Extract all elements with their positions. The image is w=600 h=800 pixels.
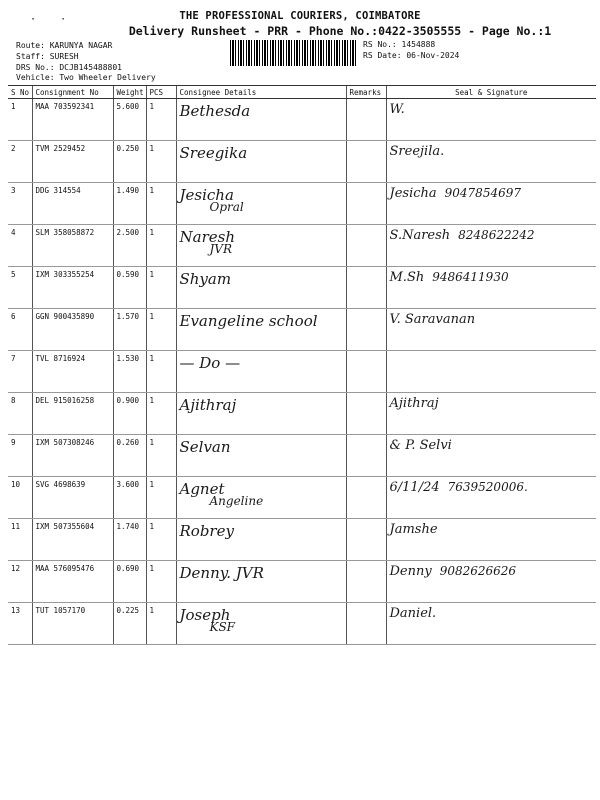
col-header-consignment: Consignment No <box>32 86 113 99</box>
consignee-handwriting-cell <box>176 393 346 435</box>
serial-number-cell: 7 <box>8 351 32 393</box>
weight-cell: 5.600 <box>113 99 146 141</box>
col-header-remarks: Remarks <box>346 86 386 99</box>
consignee-name: Sreegika <box>179 144 248 162</box>
signature-cell <box>386 603 596 645</box>
table-row <box>8 561 596 603</box>
signature-cell <box>386 351 596 393</box>
consignee-name: Robrey <box>179 522 234 540</box>
signature-cell <box>386 141 596 183</box>
table-row <box>8 477 596 519</box>
signature: Jesicha <box>389 186 437 201</box>
table-row <box>8 141 596 183</box>
table-row <box>8 519 596 561</box>
signature-cell <box>386 561 596 603</box>
vehicle-label: Vehicle: Two Wheeler Delivery <box>16 73 156 82</box>
signature-cell <box>386 267 596 309</box>
pcs-cell: 1 <box>146 477 176 519</box>
col-header-pcs: PCS <box>146 86 176 99</box>
consignee-name-line2: KSF <box>209 620 236 634</box>
pcs-cell: 1 <box>146 519 176 561</box>
consignment-number-cell: MAA 576095476 <box>32 561 113 603</box>
pcs-cell: 1 <box>146 393 176 435</box>
pcs-cell: 1 <box>146 267 176 309</box>
consignee-handwriting-cell <box>176 519 346 561</box>
consignee-handwriting-cell <box>176 435 346 477</box>
table-row <box>8 183 596 225</box>
consignee-handwriting-cell <box>176 183 346 225</box>
weight-cell: 1.570 <box>113 309 146 351</box>
consignee-handwriting-cell <box>176 603 346 645</box>
rs-date: RS Date: 06-Nov-2024 <box>363 51 460 60</box>
scan-marks: · · <box>30 14 67 25</box>
signature-cell <box>386 435 596 477</box>
pcs-cell: 1 <box>146 99 176 141</box>
serial-number-cell: 2 <box>8 141 32 183</box>
table-row <box>8 267 596 309</box>
pcs-cell: 1 <box>146 561 176 603</box>
weight-cell: 1.530 <box>113 351 146 393</box>
serial-number-cell: 13 <box>8 603 32 645</box>
weight-cell: 2.500 <box>113 225 146 267</box>
remarks-cell <box>346 351 386 393</box>
signature: W. <box>389 102 405 117</box>
remarks-cell <box>346 393 386 435</box>
signature-cell <box>386 225 596 267</box>
consignee-name: Ajithraj <box>179 396 237 414</box>
signature-cell <box>386 519 596 561</box>
consignee-name: Jesicha <box>179 186 234 204</box>
remarks-cell <box>346 477 386 519</box>
staff-label: Staff: SURESH <box>16 52 79 61</box>
consignment-number-cell: DEL 915016258 <box>32 393 113 435</box>
consignee-name: Denny. JVR <box>179 564 264 582</box>
signature: Ajithraj <box>389 396 439 411</box>
table-row <box>8 309 596 351</box>
consignee-handwriting-cell <box>176 309 346 351</box>
remarks-cell <box>346 99 386 141</box>
consignee-name: Evangeline school <box>179 312 318 330</box>
weight-cell: 0.260 <box>113 435 146 477</box>
consignment-number-cell: DDG 314554 <box>32 183 113 225</box>
signature: V. Saravanan <box>389 312 476 327</box>
handwritten-phone-number: 9047854697 <box>444 186 521 200</box>
signature: 6/11/24 <box>389 480 440 495</box>
consignment-number-cell: SVG 4698639 <box>32 477 113 519</box>
consignment-number-cell: TVM 2529452 <box>32 141 113 183</box>
consignee-name: Agnet <box>179 480 225 498</box>
consignee-name-line2: Opral <box>209 200 244 214</box>
weight-cell: 1.490 <box>113 183 146 225</box>
company-name: THE PROFESSIONAL COURIERS, COIMBATORE <box>179 10 421 22</box>
consignment-number-cell: IXM 507308246 <box>32 435 113 477</box>
remarks-cell <box>346 141 386 183</box>
consignee-handwriting-cell <box>176 225 346 267</box>
consignee-name: Bethesda <box>179 102 251 120</box>
barcode <box>230 40 358 66</box>
table-row <box>8 225 596 267</box>
remarks-cell <box>346 225 386 267</box>
consignee-name: Shyam <box>179 270 232 288</box>
serial-number-cell: 12 <box>8 561 32 603</box>
table-row <box>8 603 596 645</box>
weight-cell: 0.690 <box>113 561 146 603</box>
consignee-name: Naresh <box>179 228 235 246</box>
route-label: Route: KARUNYA NAGAR <box>16 41 113 50</box>
consignment-number-cell: SLM 358058872 <box>32 225 113 267</box>
remarks-cell <box>346 603 386 645</box>
weight-cell: 1.740 <box>113 519 146 561</box>
handwritten-phone-number: 8248622242 <box>458 228 535 242</box>
remarks-cell <box>346 267 386 309</box>
pcs-cell: 1 <box>146 435 176 477</box>
serial-number-cell: 9 <box>8 435 32 477</box>
pcs-cell: 1 <box>146 351 176 393</box>
pcs-cell: 1 <box>146 309 176 351</box>
consignee-name-line2: JVR <box>209 242 233 256</box>
pcs-cell: 1 <box>146 141 176 183</box>
consignment-number-cell: TVL 8716924 <box>32 351 113 393</box>
serial-number-cell: 11 <box>8 519 32 561</box>
consignee-handwriting-cell <box>176 99 346 141</box>
consignee-name: — Do — <box>179 354 241 372</box>
remarks-cell <box>346 519 386 561</box>
table-row <box>8 351 596 393</box>
col-header-signature: Seal & Signature <box>386 86 596 99</box>
consignment-number-cell: IXM 507355604 <box>32 519 113 561</box>
table-header-row <box>8 86 596 99</box>
table-row <box>8 435 596 477</box>
serial-number-cell: 5 <box>8 267 32 309</box>
col-header-consignee: Consignee Details <box>176 86 346 99</box>
serial-number-cell: 3 <box>8 183 32 225</box>
weight-cell: 3.600 <box>113 477 146 519</box>
serial-number-cell: 1 <box>8 99 32 141</box>
serial-number-cell: 8 <box>8 393 32 435</box>
weight-cell: 0.900 <box>113 393 146 435</box>
serial-number-cell: 4 <box>8 225 32 267</box>
signature-cell <box>386 99 596 141</box>
col-header-weight: Weight <box>113 86 146 99</box>
signature-cell <box>386 477 596 519</box>
weight-cell: 0.225 <box>113 603 146 645</box>
remarks-cell <box>346 561 386 603</box>
consignment-number-cell: GGN 900435890 <box>32 309 113 351</box>
pcs-cell: 1 <box>146 603 176 645</box>
signature: M.Sh <box>389 270 425 285</box>
consignee-handwriting-cell <box>176 561 346 603</box>
handwritten-phone-number: 7639520006. <box>447 480 528 494</box>
weight-cell: 0.590 <box>113 267 146 309</box>
serial-number-cell: 10 <box>8 477 32 519</box>
signature: Sreejila. <box>389 144 445 159</box>
serial-number-cell: 6 <box>8 309 32 351</box>
consignment-number-cell: IXM 303355254 <box>32 267 113 309</box>
col-header-sno: S No <box>8 86 32 99</box>
consignee-handwriting-cell <box>176 351 346 393</box>
pcs-cell: 1 <box>146 183 176 225</box>
signature: & P. Selvi <box>389 438 452 453</box>
signature-cell <box>386 183 596 225</box>
remarks-cell <box>346 183 386 225</box>
drs-number: DRS No.: DCJB145488801 <box>16 63 122 72</box>
runsheet-table <box>8 85 596 645</box>
runsheet-title: Delivery Runsheet - PRR - Phone No.:0422-3505555 - Page No.:1 <box>128 24 552 38</box>
consignee-handwriting-cell <box>176 267 346 309</box>
rs-number: RS No.: 1454888 <box>363 40 436 49</box>
consignment-number-cell: MAA 703592341 <box>32 99 113 141</box>
signature: S.Naresh <box>389 228 451 243</box>
pcs-cell: 1 <box>146 225 176 267</box>
table-row <box>8 393 596 435</box>
signature: Denny <box>389 564 432 579</box>
remarks-cell <box>346 309 386 351</box>
consignee-name: Selvan <box>179 438 231 456</box>
signature-cell <box>386 393 596 435</box>
signature: Daniel. <box>389 606 437 621</box>
table-row <box>8 99 596 141</box>
remarks-cell <box>346 435 386 477</box>
consignee-name: Joseph <box>179 606 231 624</box>
consignee-handwriting-cell <box>176 141 346 183</box>
handwritten-phone-number: 9486411930 <box>432 270 509 284</box>
consignee-handwriting-cell <box>176 477 346 519</box>
weight-cell: 0.250 <box>113 141 146 183</box>
handwritten-phone-number: 9082626626 <box>439 564 517 578</box>
signature-cell <box>386 309 596 351</box>
consignee-name-line2: Angeline <box>209 494 264 508</box>
consignment-number-cell: TUT 1057170 <box>32 603 113 645</box>
signature: Jamshe <box>389 522 438 537</box>
